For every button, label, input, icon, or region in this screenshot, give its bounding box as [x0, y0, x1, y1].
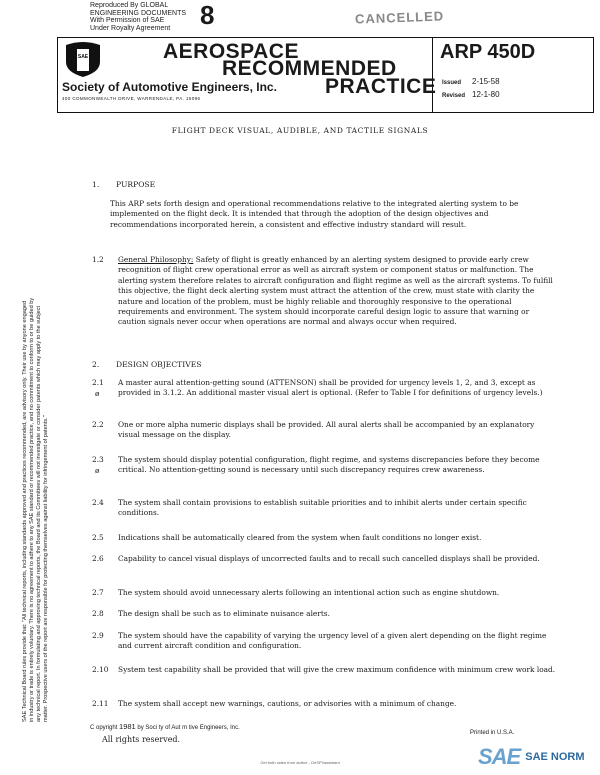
sae-norm-text: SAE NORM [525, 751, 585, 763]
section-number: 2. [92, 360, 100, 369]
paragraph-number: 2.6 [92, 554, 104, 563]
society-name: Society of Automotive Engineers, Inc. [62, 80, 277, 94]
side-notice-line: in industry or trade is entirely voluntary. There is no agreement to adhere to any SAE standard or recommended practice, and no commitment to conform to or be guided by [29, 297, 35, 722]
paragraph-number: 2.7 [92, 588, 104, 597]
side-notice-line: any technical report. In formulating and approving technical reports, the Board and its Committees will not investigate or consider patents which may apply to the subject [36, 305, 42, 722]
issued-label: Issued [442, 80, 462, 86]
rights-reserved: All rights reserved. [102, 735, 181, 744]
section-heading [92, 360, 201, 369]
purpose-text: This ARP sets forth design and operational recommendations relative to the integrated alerting system to be implemented on the flight deck. It is intended that through the adoption of the design objectives and recommendations incorporated herein, a consistent and effective industry standard will result. [110, 199, 519, 229]
society-address: 400 COMMONWEALTH DRIVE, WARRENDALE, PA. 15096 [62, 96, 201, 101]
section-title: DESIGN OBJECTIVES [116, 360, 202, 369]
logo-text: SAE [77, 54, 89, 60]
reproduction-line: Under Royalty Agreement [90, 24, 171, 32]
paragraph-number: 2.4 [92, 498, 104, 507]
sae-norm-logo-icon: SAE [478, 744, 521, 769]
paragraph-2-8: The design shall be such as to eliminate nuisance alerts. [118, 609, 330, 618]
side-notice-line: matter. Prospective users of the report are responsible for protecting themselves against liability for infringement of patents." [43, 415, 49, 722]
document-title: FLIGHT DECK VISUAL, AUDIBLE, AND TACTILE SIGNALS [171, 126, 429, 135]
general-philosophy-heading: General Philosophy: [118, 255, 194, 264]
paragraph-number: 1.2 [92, 255, 104, 264]
doc-number: ARP 450D [440, 41, 536, 63]
sae-logo-icon [62, 42, 104, 78]
revised-label: Revised [442, 93, 466, 99]
section-number: 1. [92, 180, 100, 189]
general-philosophy-text: Safety of flight is greatly enhanced by an alerting system designed to provide early crew recognition of flight crew operational error as well as aircraft system or component status or malfunction. The alerting system therefore relates to aircraft configuration and flight regime as well as the aircraft systems. To fulfill this objective, the flight deck alerting system must attract the attention of the crew, must state with clarity the nature and location of the problem, must be highly reliable and thoroughly responsive to the operational requirements and environment. The system should incorporate careful design logic to assure that warning or caution signals never occur when operations are normal and always occur when required. [118, 255, 553, 327]
title-line-practice: PRACTICE [325, 75, 437, 98]
sae-norm-watermark [478, 744, 585, 770]
section-heading [92, 180, 155, 189]
paragraph-2-6: Capability to cancel visual displays of uncorrected faults and to recall such cancelled displays shall be provided. [118, 554, 540, 563]
printed-in: Printed in U.S.A. [470, 730, 515, 736]
paragraph-number: 2.8 [92, 609, 104, 618]
copyright-holder: by Soci ty of Aut m tive Engineers, Inc. [137, 725, 240, 731]
paragraph-number: 2.5 [92, 533, 104, 542]
copyright-year: 1981 [119, 722, 136, 731]
reproduction-line: ENGINEERING DOCUMENTS [90, 9, 187, 17]
title-line-aerospace: AEROSPACE [163, 40, 299, 63]
paragraph-2-7: The system should avoid unnecessary alerts following an intentional action such as engine shutdown. [118, 588, 500, 597]
paragraph-number: 2.11 [92, 699, 109, 708]
paragraph-number: 2.2 [92, 420, 104, 429]
paragraph-number: 2.3 [92, 455, 104, 464]
paragraph-2-10: System test capability shall be provided that will give the crew maximum confidence with minimum crew work load. [118, 665, 556, 674]
reproduction-line: Reproduced By GLOBAL [90, 2, 169, 9]
revised-date: 12-1-80 [472, 90, 500, 99]
paragraph-number: 2.1 [92, 378, 104, 387]
reproduction-line: With Permission of SAE [90, 17, 165, 24]
paragraph-number: 2.9 [92, 631, 104, 640]
change-mark: ø [95, 389, 100, 398]
side-legal-notice [22, 102, 50, 722]
paragraph-number: 2.10 [92, 665, 109, 674]
issue-dates [442, 76, 500, 102]
paragraph-2-2: One or more alpha numeric displays shall be provided. All aural alerts shall be accompanied by an explanatory visual message on the display. [118, 420, 535, 440]
copyright-line [90, 722, 240, 731]
title-line-recommended: RECOMMENDED [222, 57, 397, 80]
reproduction-notice [90, 2, 186, 32]
paragraph-2-5: Indications shall be automatically cleared from the system when fault conditions no longer exist. [118, 533, 482, 542]
general-philosophy-paragraph [118, 255, 556, 328]
copyright-prefix: C opyright [90, 725, 118, 731]
paragraph-2-9: The system should have the capability of varying the urgency level of a given alert depending on the flight regime and current aircraft condition and configuration. [118, 631, 547, 651]
change-mark: ø [95, 466, 100, 475]
reproduction-mark: 8 [200, 0, 215, 30]
footnote: Get both sides from author - DeSPI/assistant [260, 760, 340, 765]
paragraph-2-11: The system shall accept new warnings, cautions, or advisories with a minimum of change. [118, 699, 457, 708]
paragraph-2-1: A master aural attention-getting sound (ATTENSON) shall be provided for urgency levels 1, 2, and 3, except as provided in 3.1.2. An additional master visual alert is optional. (Refer to Table I for definitions of urgency levels.) [118, 378, 543, 398]
paragraph-2-4: The system shall contain provisions to establish suitable priorities and to inhibit alerts under certain specific conditions. [118, 498, 527, 518]
issued-date: 2-15-58 [472, 77, 500, 86]
paragraph-2-3: The system should display potential configuration, flight regime, and systems discrepancies before they become critical. No attention-getting sound is necessary until such discrepancy requires crew awareness. [118, 455, 540, 475]
cancelled-stamp: CANCELLED [354, 8, 445, 27]
side-notice-line: SAE Technical Board rules provide that: "All technical reports, including standards approved and practices recommended, are advisory only. Their use by anyone engaged [22, 300, 28, 722]
section-title: PURPOSE [116, 180, 156, 189]
